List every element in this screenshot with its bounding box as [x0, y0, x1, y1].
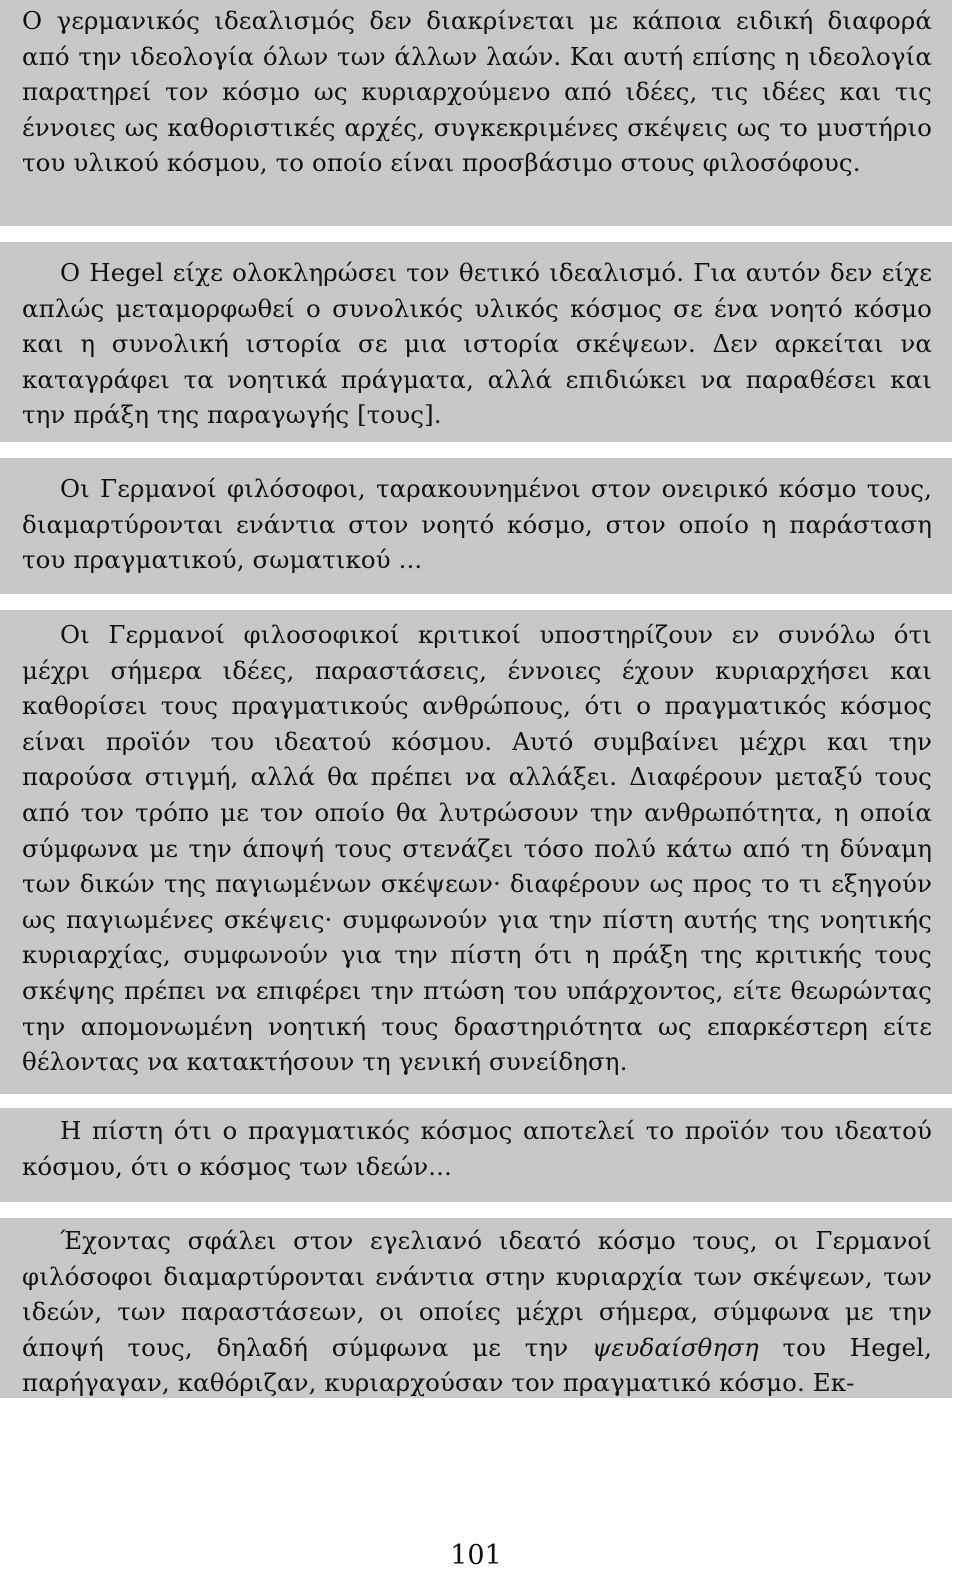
paragraph-6 [22, 1223, 932, 1401]
paragraph-4: Οι Γερμανοί φιλοσοφικοί κριτικοί υποστηρίζουν εν συνόλω ότι μέχρι σήμερα ιδέες, παραστάσεις, έννοιες έχουν κυριαρχήσει και καθορίσει τους πραγματικούς ανθρώπους, ότι ο πραγματικός κόσμος είναι προϊόν του ιδεατού κόσμου. Αυτό συμβαίνει μέχρι και την παρούσα στιγμή, αλλά θα πρέπει να αλλάξει. Διαφέρουν μεταξύ τους από τον τρόπο με τον οποίο θα λυτρώσουν την ανθρωπότητα, η οποία σύμφωνα με την άποψή τους στενάζει τόσο πολύ κάτω από τη δύναμη των δικών της παγιωμένων σκέψεων· διαφέρουν ως προς το τι εξηγούν ως παγιωμένες σκέψεις· συμφωνούν για την πίστη αυτής της νοητικής κυριαρχίας, συμφωνούν για την πίστη ότι η πράξη της κριτικής τους σκέψης πρέπει να επιφέρει την πτώση του υπάρχοντος, είτε θεωρώντας την απομονωμένη νοητική τους δραστηριότητα ως επαρκέστερη είτε θέλοντας να κατακτήσουν τη γενική συνείδηση. [22, 620, 932, 1077]
paragraph-6-text-start: Έχοντας σφάλει στον εγελιανό ιδεατό κόσμο τους, οι Γερμανοί φιλόσοφοι διαμαρτύρονται ενάντια στην κυριαρχία των σκέψεων, των ιδεών, των παραστάσεων, οι οποίες μέχρι σήμερα, σύμφωνα με την άποψή τους, δηλαδή σύμφωνα με την [22, 1226, 932, 1362]
paragraph-1: Ο γερμανικός ιδεαλισμός δεν διακρίνεται με κάποια ειδική διαφορά από την ιδεολογία όλων των άλλων λαών. Και αυτή επίσης η ιδεολογία παρατηρεί τον κόσμο ως κυριαρχούμενο από ιδέες, τις ιδέες και τις έννοιες ως καθοριστικές αρχές, συγκεκριμένες σκέψεις ως το μυστήριο του υλικού κόσμου, το οποίο είναι προσβάσιμο στους φιλοσόφους. [22, 6, 932, 178]
paragraph-3: Οι Γερμανοί φιλόσοφοι, ταρακουνημένοι στον ονειρικό κόσμο τους, διαμαρτύρονται ενάντια στον νοητό κόσμο, στον οποίο η παράσταση του πραγματικού, σωματικού ... [22, 474, 932, 575]
paragraph-5: Η πίστη ότι ο πραγματικός κόσμος αποτελεί το προϊόν του ιδεατού κόσμου, ότι ο κόσμος των ιδεών... [22, 1116, 932, 1181]
paragraph-6-text-end: του Hegel, παρήγαγαν, καθόριζαν, κυριαρχούσαν τον πραγματικό κόσμο. Εκ- [22, 1332, 933, 1398]
paragraph-2: Ο Hegel είχε ολοκληρώσει τον θετικό ιδεαλισμό. Για αυτόν δεν είχε απλώς μεταμορφωθεί ο συνολικός υλικός κόσμος σε ένα νοητό κόσμο και η συνολική ιστορία σε μια ιστορία σκέψεων. Δεν αρκείται να καταγράφει τα νοητικά πράγματα, αλλά επιδιώκει να παραθέσει και την πράξη της παραγωγής [τους]. [22, 258, 932, 430]
italic-term: ψευδαίσθηση [591, 1332, 759, 1362]
page-number: 101 [450, 1540, 502, 1571]
